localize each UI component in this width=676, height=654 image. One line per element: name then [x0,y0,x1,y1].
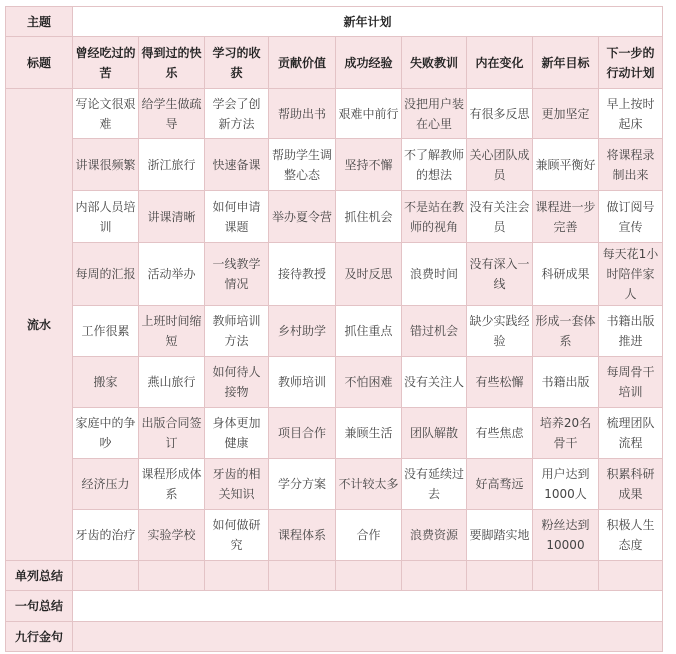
flow-cell: 举办夏令营 [269,191,336,243]
flow-cell: 有些松懈 [467,357,533,408]
flow-cell: 乡村助学 [269,306,336,357]
flow-cell: 每周骨干培训 [599,357,663,408]
flow-cell: 用户达到1000人 [533,459,599,510]
column-summary-row [6,561,663,591]
flow-cell: 形成一套体系 [533,306,599,357]
table-body [6,7,663,652]
column-header: 成功经验 [336,37,402,89]
flow-cell: 帮助学生调整心态 [269,139,336,191]
flow-cell: 艰难中前行 [336,89,402,139]
flow-cell: 快速备课 [205,139,269,191]
flow-cell: 书籍出版推进 [599,306,663,357]
flow-cell: 教师培训方法 [205,306,269,357]
flow-cell: 没有关注会员 [467,191,533,243]
flow-cell: 讲课清晰 [139,191,205,243]
flow-row [6,357,663,408]
flow-cell: 兼顾生活 [336,408,402,459]
flow-row [6,139,663,191]
sentence-summary-row [6,591,663,622]
sentence-summary-value [73,591,663,622]
flow-cell: 实验学校 [139,510,205,561]
column-summary-cell [73,561,139,591]
theme-label: 主题 [6,7,73,37]
flow-cell: 课程进一步完善 [533,191,599,243]
flow-cell: 科研成果 [533,243,599,306]
flow-cell: 早上按时起床 [599,89,663,139]
column-summary-cell [599,561,663,591]
flow-cell: 及时反思 [336,243,402,306]
plan-title: 新年计划 [73,7,663,37]
flow-cell: 燕山旅行 [139,357,205,408]
flow-cell: 做订阅号宣传 [599,191,663,243]
flow-cell: 经济压力 [73,459,139,510]
flow-cell: 缺少实践经验 [467,306,533,357]
flow-cell: 没有深入一线 [467,243,533,306]
flow-cell: 项目合作 [269,408,336,459]
flow-cell: 不怕困难 [336,357,402,408]
flow-cell: 合作 [336,510,402,561]
flow-cell: 更加坚定 [533,89,599,139]
flow-cell: 如何做研究 [205,510,269,561]
column-summary-cell [205,561,269,591]
flow-cell: 没把用户装在心里 [402,89,467,139]
flow-cell: 要脚踏实地 [467,510,533,561]
new-year-plan-table [5,6,663,652]
title-label: 标题 [6,37,73,89]
flow-cell: 学分方案 [269,459,336,510]
sentence-summary-label: 一句总结 [6,591,73,622]
flow-cell: 接待教授 [269,243,336,306]
flow-cell: 浙江旅行 [139,139,205,191]
column-summary-cell [139,561,205,591]
column-header: 贡献价值 [269,37,336,89]
flow-cell: 学会了创新方法 [205,89,269,139]
flow-cell: 身体更加健康 [205,408,269,459]
flow-label: 流水 [6,89,73,561]
flow-cell: 帮助出书 [269,89,336,139]
column-header: 下一步的行动计划 [599,37,663,89]
flow-cell: 积极人生态度 [599,510,663,561]
flow-row [6,408,663,459]
flow-cell: 课程体系 [269,510,336,561]
flow-cell: 每周的汇报 [73,243,139,306]
flow-cell: 内部人员培训 [73,191,139,243]
nine-lines-label: 九行金句 [6,622,73,652]
flow-cell: 浪费资源 [402,510,467,561]
flow-cell: 错过机会 [402,306,467,357]
flow-cell: 不了解教师的想法 [402,139,467,191]
column-header: 学习的收获 [205,37,269,89]
flow-cell: 粉丝达到10000 [533,510,599,561]
flow-cell: 工作很累 [73,306,139,357]
column-header: 失败教训 [402,37,467,89]
flow-row [6,510,663,561]
flow-cell: 给学生做疏导 [139,89,205,139]
header-row [6,37,663,89]
flow-cell: 牙齿的相关知识 [205,459,269,510]
flow-cell: 没有延续过去 [402,459,467,510]
flow-cell: 一线教学情况 [205,243,269,306]
flow-cell: 浪费时间 [402,243,467,306]
flow-cell: 每天花1小时陪伴家人 [599,243,663,306]
flow-cell: 不计较太多 [336,459,402,510]
flow-cell: 没有关注人 [402,357,467,408]
flow-cell: 书籍出版 [533,357,599,408]
column-header: 内在变化 [467,37,533,89]
flow-cell: 活动举办 [139,243,205,306]
column-header: 曾经吃过的苦 [73,37,139,89]
flow-cell: 坚持不懈 [336,139,402,191]
nine-lines-value [73,622,663,652]
flow-cell: 如何待人接物 [205,357,269,408]
flow-cell: 关心团队成员 [467,139,533,191]
flow-cell: 抓住机会 [336,191,402,243]
flow-cell: 上班时间缩短 [139,306,205,357]
column-summary-cell [336,561,402,591]
flow-cell: 出版合同签订 [139,408,205,459]
flow-cell: 将课程录制出来 [599,139,663,191]
flow-cell: 有很多反思 [467,89,533,139]
flow-cell: 课程形成体系 [139,459,205,510]
column-header: 新年目标 [533,37,599,89]
flow-cell: 有些焦虑 [467,408,533,459]
flow-cell: 梳理团队流程 [599,408,663,459]
column-summary-cell [467,561,533,591]
flow-cell: 写论文很艰难 [73,89,139,139]
flow-cell: 搬家 [73,357,139,408]
flow-cell: 教师培训 [269,357,336,408]
theme-row [6,7,663,37]
flow-row [6,459,663,510]
flow-cell: 家庭中的争吵 [73,408,139,459]
column-summary-cell [533,561,599,591]
flow-row [6,306,663,357]
nine-lines-row [6,622,663,652]
flow-cell: 团队解散 [402,408,467,459]
flow-cell: 培养20名骨干 [533,408,599,459]
column-header: 得到过的快乐 [139,37,205,89]
flow-row [6,89,663,139]
flow-cell: 牙齿的治疗 [73,510,139,561]
flow-row [6,243,663,306]
column-summary-label: 单列总结 [6,561,73,591]
flow-cell: 好高骛远 [467,459,533,510]
column-summary-cell [402,561,467,591]
flow-cell: 不是站在教师的视角 [402,191,467,243]
flow-cell: 抓住重点 [336,306,402,357]
flow-cell: 如何申请课题 [205,191,269,243]
flow-cell: 讲课很频繁 [73,139,139,191]
flow-cell: 积累科研成果 [599,459,663,510]
flow-row [6,191,663,243]
column-summary-cell [269,561,336,591]
flow-cell: 兼顾平衡好 [533,139,599,191]
